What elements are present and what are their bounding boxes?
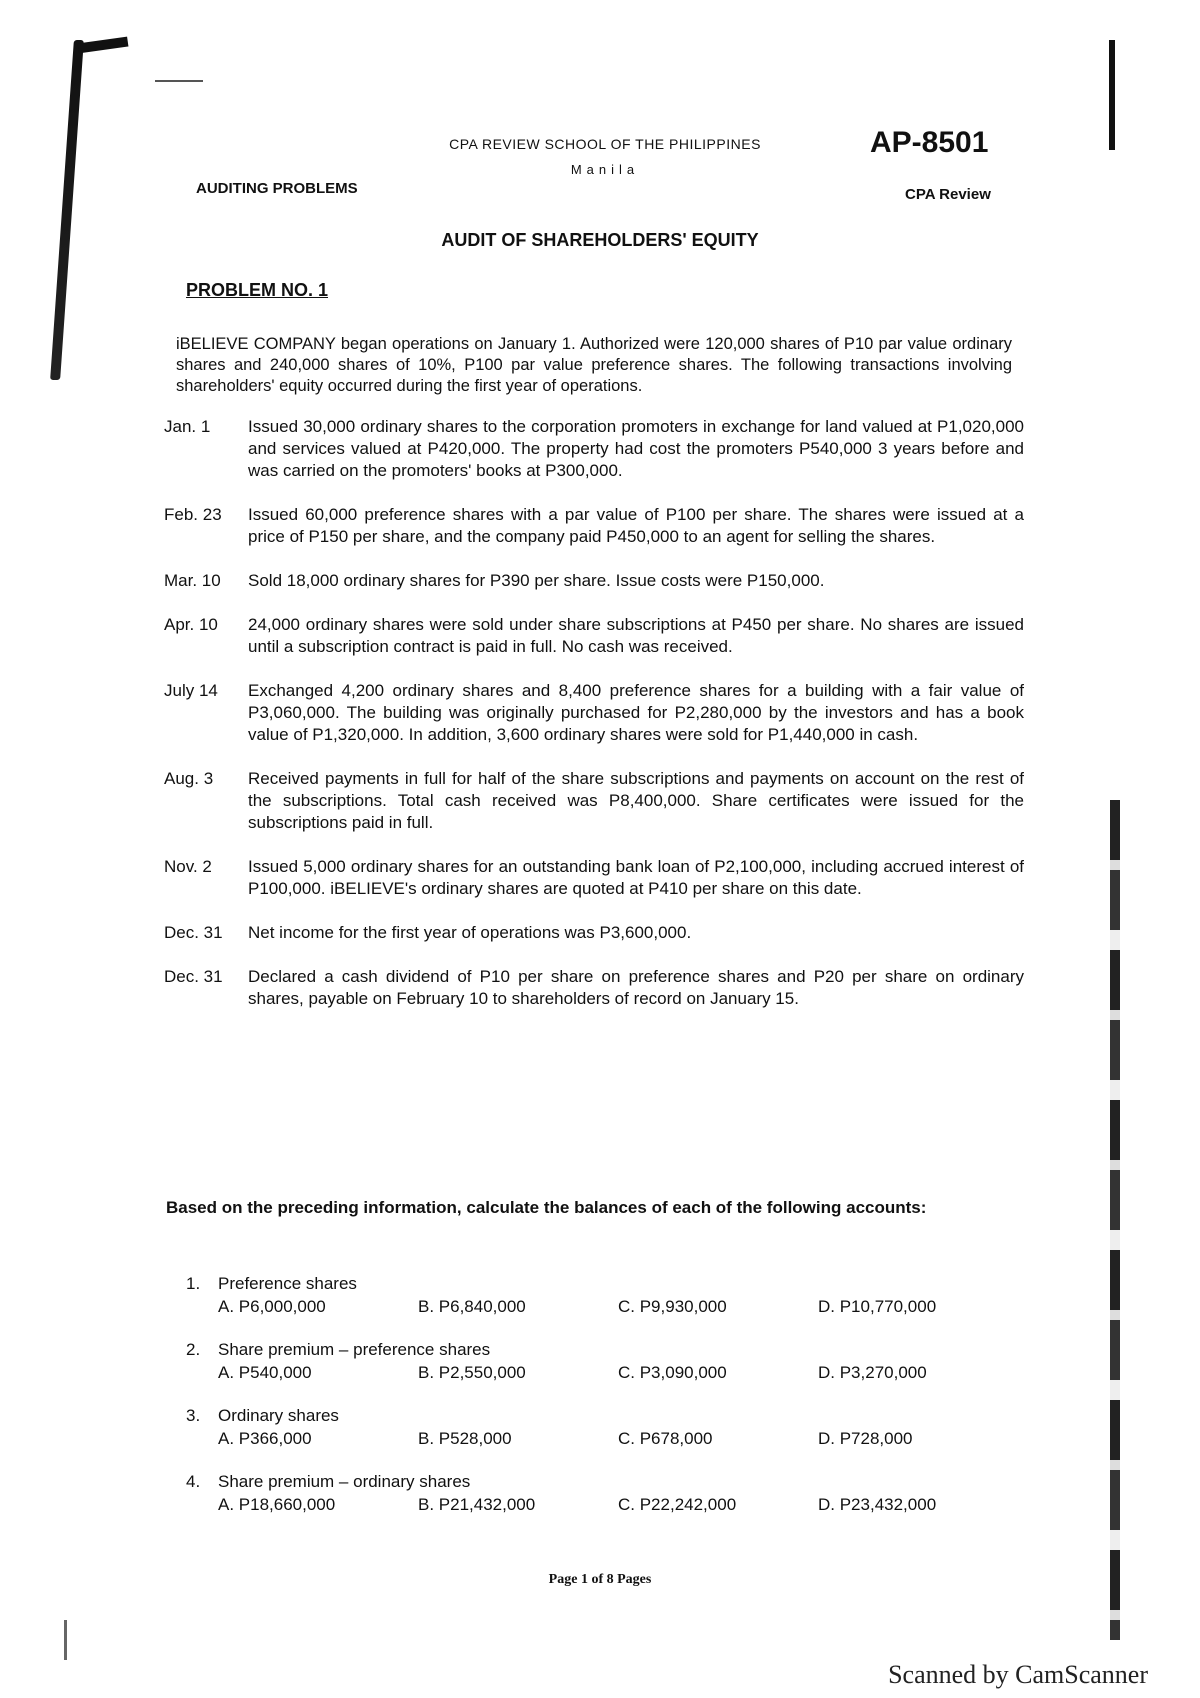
transaction-date: Apr. 10 <box>164 615 218 634</box>
transaction-item <box>164 768 1024 834</box>
scan-edge-left <box>50 40 84 380</box>
choice-b: B. P21,432,000 <box>418 1495 536 1514</box>
transaction-date: Jan. 1 <box>164 417 211 436</box>
transaction-text: Declared a cash dividend of P10 per share on preference shares and P20 per share on ordinary shares, payable on February 10 to shareholders of record on January 15. <box>248 967 1024 1008</box>
intro-paragraph: iBELIEVE COMPANY began operations on January 1. Authorized were 120,000 shares of P10 par value ordinary shares and 240,000 shares of 10%, P100 par value preference shares. The following transactions involving shareholders' equity occurred during the first year of operations. <box>176 335 1012 395</box>
question-label: Preference shares <box>218 1274 357 1293</box>
choice-d: D. P3,270,000 <box>818 1363 927 1382</box>
scan-edge-right <box>1109 40 1115 150</box>
choice-c: C. P22,242,000 <box>618 1495 737 1514</box>
question-item <box>186 1338 1006 1384</box>
question-number: 2. <box>186 1340 201 1359</box>
document-code: AP-8501 <box>870 126 989 159</box>
choice-b: B. P6,840,000 <box>418 1297 526 1316</box>
transaction-item <box>164 922 1024 944</box>
page-footer: Page 1 of 8 Pages <box>548 1572 652 1587</box>
transaction-text: Received payments in full for half of the share subscriptions and payments on account on the rest of the subscriptions. Total cash received was P8,400,000. Share certificates were issued for the subscriptions paid in full. <box>248 769 1024 832</box>
transaction-item <box>164 504 1024 548</box>
transaction-text: Issued 60,000 preference shares with a par value of P100 per share. The shares were issued at a price of P150 per share, and the company paid P450,000 to an agent for selling the shares. <box>248 505 1024 546</box>
question-number: 3. <box>186 1406 201 1425</box>
transaction-date: Aug. 3 <box>164 769 214 788</box>
transaction-text: Sold 18,000 ordinary shares for P390 per share. Issue costs were P150,000. <box>248 571 825 590</box>
transaction-text: Issued 30,000 ordinary shares to the corporation promoters in exchange for land valued at P1,020,000 and services valued at P420,000. The property had cost the promoters P540,000 3 years before and was carried on the promoters' books at P300,000. <box>248 417 1024 480</box>
transaction-date: Dec. 31 <box>164 967 223 986</box>
transaction-text: 24,000 ordinary shares were sold under share subscriptions at P450 per share. No shares are issued until a subscription contract is paid in full. No cash was received. <box>248 615 1024 656</box>
transaction-date: Mar. 10 <box>164 571 221 590</box>
cpa-review-label: CPA Review <box>905 186 991 203</box>
transaction-text: Issued 5,000 ordinary shares for an outstanding bank loan of P2,100,000, including accrued interest of P100,000. iBELIEVE's ordinary shares are quoted at P410 per share on this date. <box>248 857 1024 898</box>
institution-name: CPA REVIEW SCHOOL OF THE PHILIPPINES <box>449 136 761 152</box>
question-label: Ordinary shares <box>218 1406 339 1425</box>
transaction-item <box>164 614 1024 658</box>
page-title: AUDIT OF SHAREHOLDERS' EQUITY <box>441 230 759 250</box>
choice-d: D. P728,000 <box>818 1429 913 1448</box>
choice-c: C. P9,930,000 <box>618 1297 727 1316</box>
choice-c: C. P678,000 <box>618 1429 713 1448</box>
transaction-text: Exchanged 4,200 ordinary shares and 8,400 preference shares for a building with a fair value of P3,060,000. The building was originally purchased for P2,280,000 by the investors and has a book value of P1,320,000. In addition, 3,600 ordinary shares were sold for P1,440,000 in cash. <box>248 681 1024 744</box>
choice-b: B. P528,000 <box>418 1429 512 1448</box>
question-item <box>186 1470 1006 1516</box>
question-item <box>186 1404 1006 1450</box>
question-label: Share premium – preference shares <box>218 1340 491 1359</box>
institution-city: Manila <box>570 162 640 177</box>
question-list <box>186 1272 1006 1536</box>
transaction-item <box>164 416 1024 482</box>
transaction-list <box>164 416 1024 1032</box>
scan-edge-left-top <box>78 37 129 54</box>
instruction-text: Based on the preceding information, calculate the balances of each of the following accounts: <box>166 1198 927 1217</box>
scan-edge-right-lower <box>1110 800 1120 1640</box>
transaction-date: Nov. 2 <box>164 857 212 876</box>
transaction-date: Feb. 23 <box>164 505 222 524</box>
question-number: 4. <box>186 1472 201 1491</box>
question-label: Share premium – ordinary shares <box>218 1472 471 1491</box>
choice-a: A. P6,000,000 <box>218 1297 326 1316</box>
choice-b: B. P2,550,000 <box>418 1363 526 1382</box>
question-number: 1. <box>186 1274 201 1293</box>
scan-dash <box>155 80 203 82</box>
transaction-item <box>164 680 1024 746</box>
transaction-date: July 14 <box>164 681 218 700</box>
choice-a: A. P18,660,000 <box>218 1495 336 1514</box>
scan-edge-left-bottom <box>64 1620 67 1660</box>
transaction-item <box>164 856 1024 900</box>
choice-a: A. P540,000 <box>218 1363 312 1382</box>
question-item <box>186 1272 1006 1318</box>
auditing-problems-label: AUDITING PROBLEMS <box>196 180 358 197</box>
problem-label: PROBLEM NO. 1 <box>186 280 329 300</box>
choice-a: A. P366,000 <box>218 1429 312 1448</box>
scanner-watermark: Scanned by CamScanner <box>888 1660 1148 1689</box>
choice-c: C. P3,090,000 <box>618 1363 727 1382</box>
transaction-text: Net income for the first year of operations was P3,600,000. <box>248 923 692 942</box>
choice-d: D. P23,432,000 <box>818 1495 937 1514</box>
choice-d: D. P10,770,000 <box>818 1297 937 1316</box>
transaction-item <box>164 966 1024 1010</box>
transaction-date: Dec. 31 <box>164 923 223 942</box>
transaction-item <box>164 570 1024 592</box>
